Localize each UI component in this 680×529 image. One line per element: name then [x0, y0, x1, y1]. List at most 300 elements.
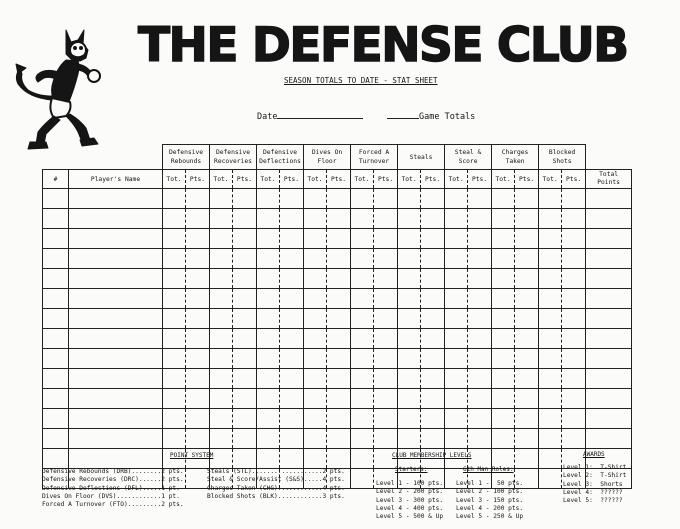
tot-cell[interactable]: [445, 289, 468, 309]
tot-cell[interactable]: [445, 249, 468, 269]
pts-cell[interactable]: [280, 229, 304, 249]
pts-cell[interactable]: [233, 349, 257, 369]
pts-cell[interactable]: [562, 269, 586, 289]
tot-cell[interactable]: [539, 269, 562, 289]
pts-cell[interactable]: [562, 429, 586, 449]
pts-cell[interactable]: [186, 209, 210, 229]
player-name-cell[interactable]: [69, 309, 163, 329]
tot-cell[interactable]: [398, 429, 421, 449]
pts-cell[interactable]: [515, 329, 539, 349]
tot-cell[interactable]: [304, 449, 327, 469]
pts-cell[interactable]: [280, 409, 304, 429]
player-name-cell[interactable]: [69, 369, 163, 389]
tot-cell[interactable]: [539, 289, 562, 309]
number-cell[interactable]: [43, 369, 69, 389]
tot-cell[interactable]: [163, 289, 186, 309]
tot-cell[interactable]: [398, 349, 421, 369]
pts-cell[interactable]: [327, 289, 351, 309]
tot-subheader: Tot.: [539, 170, 562, 189]
pts-cell[interactable]: [233, 309, 257, 329]
tot-cell[interactable]: [398, 249, 421, 269]
pts-cell[interactable]: [374, 429, 398, 449]
tot-cell[interactable]: [210, 249, 233, 269]
tot-cell[interactable]: [351, 349, 374, 369]
tot-cell[interactable]: [163, 269, 186, 289]
tot-cell[interactable]: [492, 329, 515, 349]
tot-cell[interactable]: [163, 229, 186, 249]
pts-cell[interactable]: [280, 289, 304, 309]
pts-cell[interactable]: [421, 189, 445, 209]
tot-cell[interactable]: [539, 349, 562, 369]
pts-cell[interactable]: [562, 369, 586, 389]
pts-cell[interactable]: [515, 209, 539, 229]
pts-cell[interactable]: [327, 349, 351, 369]
tot-cell[interactable]: [210, 289, 233, 309]
player-name-cell[interactable]: [69, 229, 163, 249]
tot-cell[interactable]: [351, 469, 374, 489]
page-title: THE DEFENSE CLUB: [138, 18, 628, 73]
pts-cell[interactable]: [468, 349, 492, 369]
tot-cell[interactable]: [257, 189, 280, 209]
pts-cell[interactable]: [562, 329, 586, 349]
pts-cell[interactable]: [280, 249, 304, 269]
tot-cell[interactable]: [210, 209, 233, 229]
pts-cell[interactable]: [374, 189, 398, 209]
list-item: Defensive Rebounds (DRB)........2 pts.: [42, 468, 184, 475]
tot-cell[interactable]: [304, 349, 327, 369]
pts-cell[interactable]: [421, 369, 445, 389]
player-name-cell[interactable]: [69, 389, 163, 409]
pts-cell[interactable]: [468, 229, 492, 249]
pts-cell[interactable]: [280, 329, 304, 349]
pts-cell[interactable]: [233, 269, 257, 289]
pts-cell[interactable]: [280, 369, 304, 389]
tot-cell[interactable]: [163, 249, 186, 269]
total-points-cell[interactable]: [586, 209, 632, 229]
player-name-cell[interactable]: [69, 249, 163, 269]
tot-cell[interactable]: [398, 389, 421, 409]
pts-cell[interactable]: [515, 269, 539, 289]
tot-cell[interactable]: [492, 229, 515, 249]
tot-cell[interactable]: [163, 209, 186, 229]
tot-cell[interactable]: [351, 449, 374, 469]
pts-cell[interactable]: [327, 249, 351, 269]
pts-cell[interactable]: [233, 289, 257, 309]
number-cell[interactable]: [43, 209, 69, 229]
pts-cell[interactable]: [562, 189, 586, 209]
pts-cell[interactable]: [421, 349, 445, 369]
pts-cell[interactable]: [515, 369, 539, 389]
pts-cell[interactable]: [233, 329, 257, 349]
pts-cell[interactable]: [374, 209, 398, 229]
pts-cell[interactable]: [233, 229, 257, 249]
tot-cell[interactable]: [492, 349, 515, 369]
pts-cell[interactable]: [280, 389, 304, 409]
player-name-cell[interactable]: [69, 329, 163, 349]
tot-cell[interactable]: [445, 389, 468, 409]
pts-cell[interactable]: [468, 329, 492, 349]
pts-cell[interactable]: [374, 389, 398, 409]
tot-cell[interactable]: [351, 249, 374, 269]
pts-cell[interactable]: [186, 409, 210, 429]
number-cell[interactable]: [43, 409, 69, 429]
tot-cell[interactable]: [445, 429, 468, 449]
pts-cell[interactable]: [327, 429, 351, 449]
table-row: [43, 449, 632, 469]
pts-cell[interactable]: [233, 209, 257, 229]
total-points-cell[interactable]: [586, 189, 632, 209]
pts-cell[interactable]: [327, 189, 351, 209]
tot-cell[interactable]: [398, 289, 421, 309]
tot-cell[interactable]: [163, 309, 186, 329]
pts-cell[interactable]: [562, 309, 586, 329]
pts-cell[interactable]: [280, 189, 304, 209]
list-item: Level 5: ??????: [563, 497, 623, 505]
tot-cell[interactable]: [398, 269, 421, 289]
pts-cell[interactable]: [515, 249, 539, 269]
number-cell[interactable]: [43, 389, 69, 409]
number-cell[interactable]: [43, 309, 69, 329]
pts-cell[interactable]: [327, 389, 351, 409]
tot-cell[interactable]: [539, 469, 562, 489]
pts-cell[interactable]: [374, 309, 398, 329]
tot-cell[interactable]: [257, 269, 280, 289]
tot-cell[interactable]: [304, 389, 327, 409]
player-name-cell[interactable]: [69, 409, 163, 429]
tot-cell[interactable]: [304, 309, 327, 329]
number-cell[interactable]: [43, 249, 69, 269]
tot-cell[interactable]: [304, 189, 327, 209]
player-name-cell[interactable]: [69, 189, 163, 209]
tot-cell[interactable]: [210, 369, 233, 389]
tot-cell[interactable]: [398, 409, 421, 429]
tot-cell[interactable]: [351, 369, 374, 389]
pts-subheader: Pts.: [327, 170, 351, 189]
total-points-cell[interactable]: [586, 349, 632, 369]
pts-cell[interactable]: [186, 269, 210, 289]
tot-cell[interactable]: [304, 209, 327, 229]
pts-cell[interactable]: [468, 189, 492, 209]
tot-cell[interactable]: [492, 289, 515, 309]
pts-cell[interactable]: [515, 429, 539, 449]
total-points-cell[interactable]: [586, 369, 632, 389]
tot-cell[interactable]: [257, 209, 280, 229]
total-points-cell[interactable]: [586, 289, 632, 309]
pts-cell[interactable]: [515, 349, 539, 369]
tot-cell[interactable]: [163, 349, 186, 369]
table-row: [43, 329, 632, 349]
total-points-cell[interactable]: [586, 429, 632, 449]
pts-cell[interactable]: [233, 449, 257, 469]
tot-cell[interactable]: [351, 429, 374, 449]
pts-cell[interactable]: [374, 289, 398, 309]
pts-cell[interactable]: [233, 409, 257, 429]
number-cell[interactable]: [43, 429, 69, 449]
pts-cell[interactable]: [374, 249, 398, 269]
tot-cell[interactable]: [351, 209, 374, 229]
player-name-cell[interactable]: [69, 449, 163, 469]
pts-cell[interactable]: [468, 409, 492, 429]
pts-cell[interactable]: [562, 389, 586, 409]
tot-cell[interactable]: [210, 329, 233, 349]
pts-cell[interactable]: [374, 409, 398, 429]
tot-cell[interactable]: [351, 189, 374, 209]
tot-cell[interactable]: [210, 269, 233, 289]
tot-cell[interactable]: [492, 369, 515, 389]
tot-cell[interactable]: [163, 329, 186, 349]
number-cell[interactable]: [43, 189, 69, 209]
tot-subheader: Tot.: [257, 170, 280, 189]
tot-cell[interactable]: [304, 369, 327, 389]
tot-cell[interactable]: [398, 209, 421, 229]
tot-cell[interactable]: [257, 369, 280, 389]
tot-cell[interactable]: [445, 309, 468, 329]
tot-cell[interactable]: [398, 229, 421, 249]
tot-cell[interactable]: [539, 189, 562, 209]
tot-cell[interactable]: [398, 309, 421, 329]
tot-cell[interactable]: [492, 309, 515, 329]
pts-cell[interactable]: [421, 229, 445, 249]
pts-cell[interactable]: [186, 469, 210, 489]
tot-cell[interactable]: [163, 389, 186, 409]
tot-cell[interactable]: [351, 269, 374, 289]
number-cell[interactable]: [43, 229, 69, 249]
tot-cell[interactable]: [163, 409, 186, 429]
number-cell[interactable]: [43, 289, 69, 309]
pts-cell[interactable]: [515, 189, 539, 209]
pts-cell[interactable]: [327, 409, 351, 429]
list-item: Level 5 - 500 & Up: [376, 513, 444, 521]
player-name-cell[interactable]: [69, 349, 163, 369]
pts-cell[interactable]: [562, 289, 586, 309]
pts-cell[interactable]: [186, 309, 210, 329]
tot-cell[interactable]: [492, 189, 515, 209]
tot-cell[interactable]: [445, 369, 468, 389]
pts-cell[interactable]: [421, 249, 445, 269]
pts-cell[interactable]: [468, 389, 492, 409]
tot-cell[interactable]: [163, 369, 186, 389]
pts-cell[interactable]: [468, 289, 492, 309]
pts-cell[interactable]: [327, 449, 351, 469]
pts-cell[interactable]: [374, 329, 398, 349]
tot-cell[interactable]: [257, 449, 280, 469]
pts-cell[interactable]: [421, 329, 445, 349]
pts-cell[interactable]: [280, 449, 304, 469]
pts-cell[interactable]: [374, 269, 398, 289]
pts-cell[interactable]: [327, 309, 351, 329]
tot-cell[interactable]: [210, 349, 233, 369]
tot-cell[interactable]: [539, 369, 562, 389]
tot-cell[interactable]: [398, 369, 421, 389]
pts-cell[interactable]: [186, 249, 210, 269]
tot-cell[interactable]: [257, 229, 280, 249]
tot-cell[interactable]: [539, 309, 562, 329]
pts-cell[interactable]: [233, 189, 257, 209]
tot-cell[interactable]: [257, 349, 280, 369]
pts-cell[interactable]: [515, 449, 539, 469]
tot-cell[interactable]: [445, 329, 468, 349]
total-points-cell[interactable]: [586, 389, 632, 409]
tot-cell[interactable]: [210, 429, 233, 449]
pts-cell[interactable]: [186, 189, 210, 209]
tot-cell[interactable]: [492, 269, 515, 289]
pts-cell[interactable]: [280, 429, 304, 449]
pts-cell[interactable]: [327, 329, 351, 349]
tot-cell[interactable]: [210, 389, 233, 409]
tot-cell[interactable]: [492, 429, 515, 449]
pts-cell[interactable]: [515, 389, 539, 409]
tot-cell[interactable]: [492, 409, 515, 429]
pts-cell[interactable]: [186, 369, 210, 389]
pts-cell[interactable]: [374, 229, 398, 249]
tot-cell[interactable]: [539, 449, 562, 469]
tot-cell[interactable]: [163, 429, 186, 449]
pts-cell[interactable]: [468, 209, 492, 229]
pts-cell[interactable]: [562, 229, 586, 249]
pts-cell[interactable]: [421, 289, 445, 309]
tot-cell[interactable]: [351, 389, 374, 409]
tot-cell[interactable]: [257, 309, 280, 329]
pts-cell[interactable]: [421, 429, 445, 449]
tot-cell[interactable]: [351, 229, 374, 249]
number-cell[interactable]: [43, 349, 69, 369]
pts-cell[interactable]: [233, 389, 257, 409]
tot-cell[interactable]: [257, 329, 280, 349]
tot-cell[interactable]: [398, 329, 421, 349]
tot-cell[interactable]: [304, 429, 327, 449]
date-field[interactable]: [257, 112, 363, 122]
pts-cell[interactable]: [280, 269, 304, 289]
tot-cell[interactable]: [351, 329, 374, 349]
pts-cell[interactable]: [468, 269, 492, 289]
pts-cell[interactable]: [562, 349, 586, 369]
pts-cell[interactable]: [327, 229, 351, 249]
tot-cell[interactable]: [257, 249, 280, 269]
tot-cell[interactable]: [210, 189, 233, 209]
pts-cell[interactable]: [374, 369, 398, 389]
player-name-cell[interactable]: [69, 269, 163, 289]
pts-cell[interactable]: [280, 309, 304, 329]
tot-cell[interactable]: [304, 229, 327, 249]
pts-cell[interactable]: [421, 269, 445, 289]
tot-cell[interactable]: [257, 389, 280, 409]
tot-cell[interactable]: [539, 389, 562, 409]
tot-cell[interactable]: [304, 329, 327, 349]
tot-cell[interactable]: [257, 289, 280, 309]
tot-cell[interactable]: [257, 429, 280, 449]
pts-cell[interactable]: [233, 369, 257, 389]
pts-cell[interactable]: [327, 369, 351, 389]
player-name-cell[interactable]: [69, 289, 163, 309]
pts-cell[interactable]: [468, 429, 492, 449]
player-name-cell[interactable]: [69, 429, 163, 449]
pts-cell[interactable]: [186, 429, 210, 449]
tot-cell[interactable]: [445, 349, 468, 369]
tot-cell[interactable]: [304, 289, 327, 309]
pts-cell[interactable]: [327, 209, 351, 229]
tot-cell[interactable]: [210, 309, 233, 329]
total-points-cell[interactable]: [586, 269, 632, 289]
number-cell[interactable]: [43, 329, 69, 349]
pts-cell[interactable]: [374, 349, 398, 369]
tot-cell[interactable]: [539, 229, 562, 249]
pts-cell[interactable]: [186, 289, 210, 309]
pts-cell[interactable]: [233, 429, 257, 449]
tot-cell[interactable]: [163, 189, 186, 209]
pts-cell[interactable]: [562, 249, 586, 269]
tot-cell[interactable]: [445, 209, 468, 229]
tot-cell[interactable]: [304, 269, 327, 289]
pts-cell[interactable]: [515, 409, 539, 429]
pts-cell[interactable]: [421, 409, 445, 429]
tot-cell[interactable]: [445, 229, 468, 249]
pts-cell[interactable]: [468, 369, 492, 389]
total-points-cell[interactable]: [586, 249, 632, 269]
tot-cell[interactable]: [539, 429, 562, 449]
tot-cell[interactable]: [210, 229, 233, 249]
tot-cell[interactable]: [539, 409, 562, 429]
pts-cell[interactable]: [280, 209, 304, 229]
tot-cell[interactable]: [539, 249, 562, 269]
tot-cell[interactable]: [492, 249, 515, 269]
tot-cell[interactable]: [210, 409, 233, 429]
number-cell[interactable]: [43, 449, 69, 469]
number-cell[interactable]: [43, 269, 69, 289]
tot-cell[interactable]: [351, 409, 374, 429]
pts-cell[interactable]: [468, 309, 492, 329]
pts-cell[interactable]: [186, 349, 210, 369]
tot-cell[interactable]: [445, 409, 468, 429]
tot-cell[interactable]: [492, 389, 515, 409]
pts-cell[interactable]: [327, 269, 351, 289]
pts-cell[interactable]: [562, 409, 586, 429]
game-totals-field[interactable]: [387, 112, 475, 122]
total-points-cell[interactable]: [586, 409, 632, 429]
tot-cell[interactable]: [351, 289, 374, 309]
tot-cell[interactable]: [351, 309, 374, 329]
pts-cell[interactable]: [421, 389, 445, 409]
pts-cell[interactable]: [468, 249, 492, 269]
pts-cell[interactable]: [421, 309, 445, 329]
table-row: [43, 349, 632, 369]
tot-cell[interactable]: [304, 409, 327, 429]
tot-cell[interactable]: [257, 409, 280, 429]
tot-cell[interactable]: [445, 269, 468, 289]
pts-cell[interactable]: [515, 229, 539, 249]
tot-cell[interactable]: [539, 329, 562, 349]
total-points-cell[interactable]: [586, 329, 632, 349]
tot-cell[interactable]: [445, 189, 468, 209]
pts-cell[interactable]: [186, 329, 210, 349]
pts-cell[interactable]: [515, 289, 539, 309]
pts-cell[interactable]: [280, 349, 304, 369]
tot-cell[interactable]: [304, 249, 327, 269]
pts-subheader: Pts.: [562, 170, 586, 189]
total-points-cell[interactable]: [586, 309, 632, 329]
tot-cell[interactable]: [539, 209, 562, 229]
tot-cell[interactable]: [398, 189, 421, 209]
pts-cell[interactable]: [515, 309, 539, 329]
player-rows: [43, 189, 632, 489]
pts-cell[interactable]: [186, 229, 210, 249]
pts-cell[interactable]: [562, 209, 586, 229]
pts-cell[interactable]: [233, 249, 257, 269]
total-points-cell[interactable]: [586, 229, 632, 249]
pts-cell[interactable]: [186, 389, 210, 409]
pts-cell[interactable]: [421, 209, 445, 229]
player-name-cell[interactable]: [69, 209, 163, 229]
tot-cell[interactable]: [492, 209, 515, 229]
